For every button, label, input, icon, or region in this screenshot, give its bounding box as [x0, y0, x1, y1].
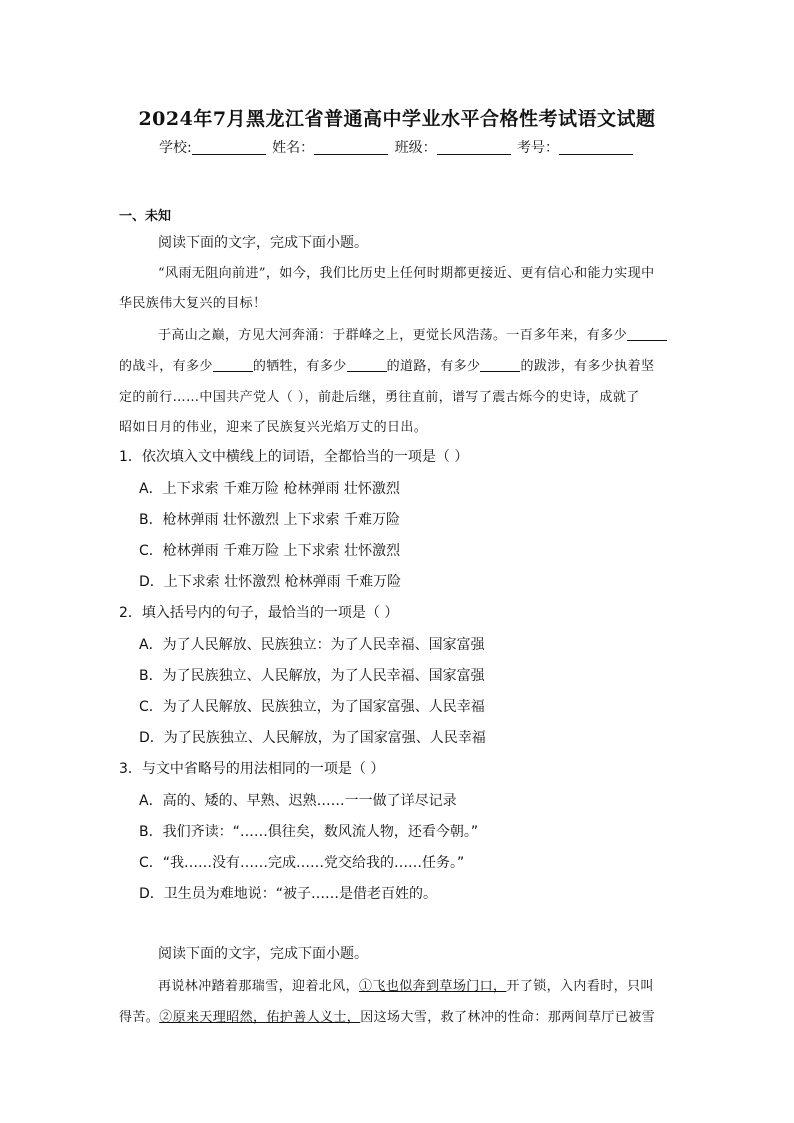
option-line[interactable]: D．上下求索 壮怀激烈 枪林弹雨 千难万险	[139, 574, 402, 590]
option-line[interactable]: A．高的、矮的、早熟、迟熟……一一做了详尽记录	[139, 793, 457, 809]
option-line[interactable]: C．“我……没有……完成……党交给我的……任务。”	[139, 855, 465, 871]
passage-text: 因这场大雪，救了林冲的性命：那两间草厅已被雪	[360, 1010, 656, 1025]
option-line[interactable]: B．为了民族独立、人民解放，为了人民幸福、国家富强	[139, 668, 485, 684]
question-stem: 1．依次填入文中横线上的词语，全都恰当的一项是（ ）	[119, 449, 469, 465]
exam-no-label: 考号：	[517, 140, 560, 156]
passage-line	[158, 975, 654, 994]
passage-text: 的牺牲，有多少	[252, 359, 347, 374]
question-stem: 3．与文中省略号的用法相同的一项是（ ）	[119, 761, 385, 777]
option-line[interactable]: C．枪林弹雨 千难万险 上下求索 壮怀激烈	[139, 543, 401, 559]
option-line[interactable]: D．卫生员为难地说：“被子……是借老百姓的。	[139, 886, 438, 902]
option-line[interactable]: D．为了民族独立、人民解放，为了国家富强、人民幸福	[139, 730, 486, 746]
passage-line	[119, 355, 654, 374]
student-info-line	[0, 137, 794, 157]
fill-blank	[480, 358, 520, 372]
option-line[interactable]: B．我们齐读：“……俱往矣，数风流人物，还看今朝。”	[139, 824, 479, 840]
underlined-sentence: ①飞也似奔到草场门口，	[359, 979, 507, 994]
passage-line: 华民族伟大复兴的目标！	[119, 296, 267, 311]
fill-blank	[213, 358, 253, 372]
passage-text: 再说林冲踏着那瑞雪，迎着北风，	[158, 979, 360, 994]
fill-blank	[347, 358, 387, 372]
option-line[interactable]: B．枪林弹雨 壮怀激烈 上下求索 千难万险	[139, 512, 400, 528]
school-label: 学校:	[158, 140, 192, 156]
passage-text: 的战斗，有多少	[119, 359, 213, 374]
option-line[interactable]: A．为了人民解放、民族独立：为了人民幸福、国家富强	[139, 637, 485, 653]
passage-text: 得苦。	[119, 1010, 160, 1025]
passage-text: 于高山之巅，方见大河奔涌：于群峰之上，更觉长风浩荡。一百多年来，有多少	[158, 328, 628, 343]
section-heading: 一、未知	[119, 209, 172, 224]
name-blank[interactable]	[314, 140, 388, 155]
exam-no-blank[interactable]	[559, 140, 633, 155]
option-line[interactable]: C．为了人民解放、民族独立，为了国家富强、人民幸福	[139, 699, 485, 715]
passage-text: 的道路，有多少	[386, 359, 481, 374]
name-label: 姓名：	[272, 140, 315, 156]
fill-blank	[627, 327, 667, 341]
option-line[interactable]: A．上下求索 千难万险 枪林弹雨 壮怀激烈	[139, 481, 400, 497]
passage-text: 的跋涉，有多少执着坚	[520, 359, 655, 374]
school-blank[interactable]	[192, 140, 266, 155]
passage-text: 开了锁，入内看时，只叫	[506, 979, 654, 994]
passage-line	[119, 1006, 655, 1025]
class-label: 班级：	[394, 140, 437, 156]
reading-instruction: 阅读下面的文字，完成下面小题。	[158, 235, 368, 251]
passage-line: “风雨无阻向前进”，如今，我们比历史上任何时期都更接近、更有信心和能力实现中	[158, 266, 655, 281]
class-blank[interactable]	[437, 140, 511, 155]
page-title: 2024年7月黑龙江省普通高中学业水平合格性考试语文试题	[138, 108, 656, 130]
underlined-sentence: ②原来天理昭然，佑护善人义士，	[159, 1010, 361, 1025]
passage-line	[158, 324, 667, 343]
passage-line: 定的前行……中国共产党人（ ），前赴后继，勇往直前，谱写了震古烁今的史诗，成就了	[119, 390, 640, 405]
reading-instruction: 阅读下面的文字，完成下面小题。	[158, 946, 368, 962]
passage-line: 昭如日月的伟业，迎来了民族复兴光焰万丈的日出。	[119, 420, 428, 435]
question-stem: 2．填入括号内的句子，最恰当的一项是（ ）	[119, 605, 399, 621]
